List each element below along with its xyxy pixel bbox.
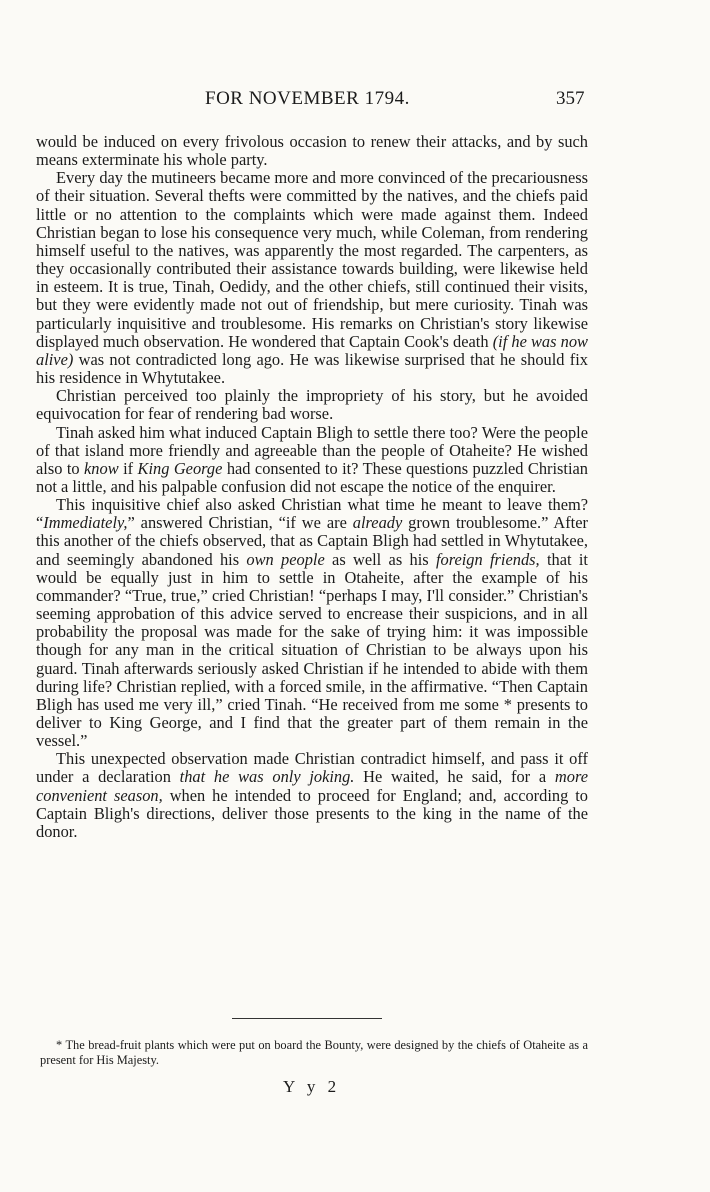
paragraph-5-part-e: that it would be equally just in him to settle in Otaheite, after the example of his commander? “True, true,” cried Christian! “perhaps I may, I'll consider.” Christian's seeming approbation of this advice served to encrease their suspicions, and in all probability the proposal was made for the sake of trying him: it was impossible though for any man in the critical situation of Christian to be always upon his guard. Tinah afterwards seriously asked Christian if he intended to abide with them during life? Christian replied, with a forced smile, in the affirmative. “Then Captain Bligh has used me very ill,” cried Tinah. “He received from me some * presents to deliver to King George, and I find that the greater part of them remain in the vessel.”: [36, 549, 588, 751]
paragraph-5-part-b: ” answered Christian, “if we are: [127, 513, 347, 533]
paragraph-5: [36, 496, 588, 750]
paragraph-4-italic-2: King George: [137, 458, 223, 478]
page-number: 357: [556, 88, 585, 109]
paragraph-6-part-a: This unexpected observation made Christian contradict himself, and pass it off under a declaration: [36, 749, 588, 787]
paragraph-1: would be induced on every frivolous occasion to renew their attacks, and by such means exterminate his whole party.: [36, 132, 588, 170]
paragraph-6-italic-1: that he was only joking.: [179, 767, 355, 787]
paragraph-6-part-b: He waited, he said, for a: [363, 767, 547, 787]
paragraph-2-italic: (if he was now alive): [36, 331, 588, 369]
paragraph-5-part-a: This inquisitive chief also asked Christian what time he meant to leave them? “: [36, 495, 588, 533]
running-head: [0, 88, 710, 118]
paragraph-3: Christian perceived too plainly the impropriety of his story, but he avoided equivocation for fear of rendering bad worse.: [36, 386, 588, 424]
footnote: * The bread-fruit plants which were put on board the Bounty, were designed by the chiefs of Otaheite as a present for His Majesty.: [40, 1038, 588, 1067]
paragraph-4-italic-1: know: [84, 458, 119, 478]
paragraph-4: [36, 424, 588, 497]
paragraph-5-part-d: as well as his: [332, 549, 429, 569]
paragraph-2-end: was not contradicted long ago. He was likewise surprised that he should fix his residence in Whytutakee.: [36, 349, 588, 388]
paragraph-5-italic-4: foreign friends,: [435, 549, 540, 569]
footnote-rule: [232, 1018, 382, 1019]
running-title: FOR NOVEMBER 1794.: [205, 88, 410, 109]
paragraph-6-part-c: when he intended to proceed for England; and, according to Captain Bligh's directions, deliver those presents to the king in the name of the donor.: [36, 785, 588, 841]
paragraph-4-part-a: Tinah asked him what induced Captain Bligh to settle there too? Were the people of that island more friendly and agreeable than the people of Otaheite? He wished also to: [36, 422, 588, 478]
paragraph-5-italic-1: Immediately,: [43, 513, 128, 533]
paragraph-4-part-b: if: [123, 458, 134, 478]
signature-mark: Y y 2: [283, 1077, 341, 1096]
paragraph-5-part-c: grown troublesome.” After this another of the chiefs observed, that as Captain Bligh had settled in Whytutakee, and seemingly abandoned his: [36, 513, 588, 569]
paragraph-5-italic-3: own people: [246, 549, 325, 569]
paragraph-2: [36, 169, 588, 387]
paragraph-6-italic-2: more convenient season,: [36, 767, 588, 805]
paragraph-6: [36, 750, 588, 841]
body-text: [36, 133, 588, 841]
paragraph-4-part-c: had consented to it? These questions puzzled Christian not a little, and his palpable confusion did not escape the notice of the enquirer.: [36, 458, 588, 496]
paragraph-2-text: Every day the mutineers became more and more convinced of the precariousness of their situation. Several thefts were committed by the natives, and the chiefs paid little or no attention to the complaints which were made against them. Indeed Christian began to lose his consequence very much, while Coleman, from rendering himself useful to the natives, was apparently the most regarded. The carpenters, as they occasionally contributed their assistance towards building, were likewise held in esteem. It is true, Tinah, Oedidy, and the other chiefs, still continued their visits, but they were evidently made not out of friendship, but mere curiosity. Tinah was particularly inquisitive and troublesome. His remarks on Christian's story likewise displayed much observation. He wondered that Captain Cook's death: [36, 168, 588, 351]
paragraph-5-italic-2: already: [352, 513, 403, 533]
